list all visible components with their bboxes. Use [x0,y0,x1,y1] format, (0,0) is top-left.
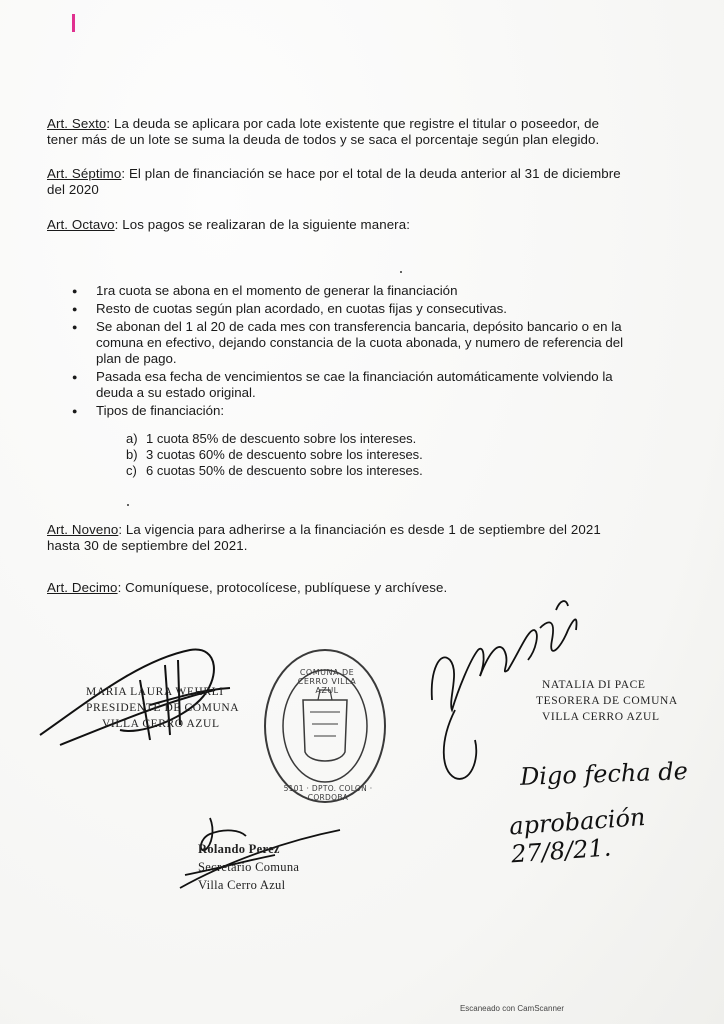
secretary-role: Secretario Comuna [198,860,300,874]
ink-dot-icon [400,271,402,273]
article-noveno-text: : La vigencia para adherirse a la financiación es desde 1 de septiembre del 2021 hasta 30 de septiembre del 2021. [47,522,601,553]
plan-text: 6 cuotas 50% de descuento sobre los intereses. [146,463,423,478]
president-place: VILLA CERRO AZUL [102,718,220,730]
handwritten-note-line2: aprobación 27/8/21. [508,803,647,869]
article-septimo [47,166,625,198]
article-decimo-text: : Comuníquese, protocolícese, publíquese y archívese. [117,580,448,595]
article-septimo-label: Art. Séptimo [47,166,122,181]
seal-bottom-text: 5101 · DPTO. COLON · CORDOBA [283,784,373,802]
plan-letter: b) [126,447,138,462]
secretary-place: Villa Cerro Azul [198,878,286,892]
list-item: ● Pasada esa fecha de vencimientos se cae la financiación automáticamente volviendo la deuda a su estado original. [70,369,630,401]
president-role: PRESIDENTE DE COMUNA [86,702,240,714]
secretary-signature-block [198,840,299,894]
article-decimo [47,580,625,596]
scanner-footer: Escaneado con CamScanner [459,1004,564,1013]
payment-conditions-list [70,283,630,421]
article-octavo-label: Art. Octavo [47,217,115,232]
article-septimo-text: : El plan de financiación se hace por el total de la deuda anterior al 31 de diciembre del 2020 [47,166,621,197]
plan-text: 3 cuotas 60% de descuento sobre los intereses. [146,447,423,462]
plan-item [126,447,423,463]
ink-dot-icon [127,504,129,506]
treasurer-name: NATALIA DI PACE [542,679,646,691]
plan-letter: a) [126,431,138,446]
president-signature-block [86,684,239,732]
list-item: ● Tipos de financiación: [70,403,630,419]
president-name: MARIA LAURA WEHRLI [86,686,224,698]
plan-text: 1 cuota 85% de descuento sobre los intereses. [146,431,417,446]
article-sexto-text: : La deuda se aplicara por cada lote existente que registre el titular o poseedor, de tener más de un lote se suma la deuda de todos y se saca el porcentaje según plan elegido. [47,116,600,147]
list-item: ● Resto de cuotas según plan acordado, en cuotas fijas y consecutivas. [70,301,630,317]
treasurer-place: VILLA CERRO AZUL [542,711,660,723]
article-sexto-label: Art. Sexto [47,116,107,131]
secretary-name: Rolando Perez [198,842,280,856]
article-octavo [47,217,625,233]
list-item: ● 1ra cuota se abona en el momento de generar la financiación [70,283,630,299]
treasurer-signature-block [536,677,678,725]
seal-top-text: COMUNA DE CERRO VILLA AZUL [297,668,357,695]
article-sexto [47,116,625,148]
list-item: ● Se abonan del 1 al 20 de cada mes con transferencia bancaria, depósito bancario o en la comuna en efectivo, dejando constancia de la cuota abonada, y numero de referencia del plan de pago. [70,319,630,367]
plan-item [126,463,423,479]
article-octavo-text: : Los pagos se realizaran de la siguiente manera: [114,217,411,232]
article-decimo-label: Art. Decimo [47,580,118,595]
financing-plans-list [126,431,423,479]
pink-scan-mark [72,14,75,32]
treasurer-role: TESORERA DE COMUNA [536,695,678,707]
handwritten-note-line1: Digo fecha de [519,757,689,791]
plan-letter: c) [126,463,137,478]
article-noveno-label: Art. Noveno [47,522,119,537]
plan-item [126,431,423,447]
article-noveno [47,522,627,554]
